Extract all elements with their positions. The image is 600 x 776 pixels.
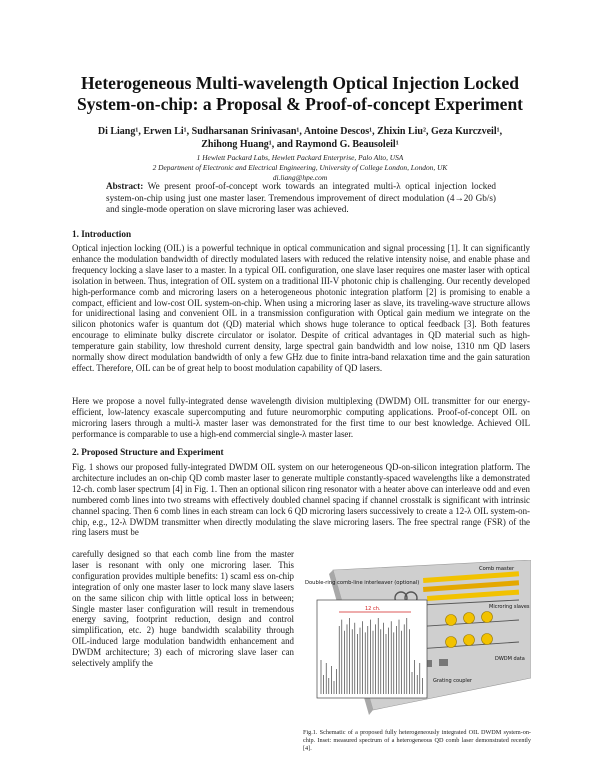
author-line-2: Zhihong Huang¹, and Raymond G. Beausoleil¹ (201, 139, 399, 150)
comb-master-label: Comb master (479, 566, 515, 572)
section-2-paragraph-1: Fig. 1 shows our proposed fully-integrated DWDM OIL system on our heterogeneous QD-on-silicon integration platform. The architecture includes an on-chip QD comb master laser to generate multiple constantly-spaced wavelengths like a demonstrated 12-ch. comb laser spectrum [4] in Fig. 1. Then an optional silicon ring resonator with a heater above can interleave odd and even numbered comb lines into two streams with effectively doubled channel spacing if channel crosstalk is significant with intrinsic channel spacing. Then 6 comb lines in each stream can lock 6 QD microring lasers successively to create a 12-λ OIL system-on-chip, e.g., 12-λ DWDM transmitter when directly modulating the slave microring lasers. The free spectral range (FSR) of the ring lasers must be (72, 462, 530, 538)
microring-label: Microring slaves (489, 604, 530, 610)
dwdm-label: DWDM data (495, 656, 525, 662)
section-1-paragraph-1: Optical injection locking (OIL) is a powerful technique in optical communication and signal processing [1]. It can significantly enhance the modulation bandwidth of directly modulated lasers with reduced the relative intensity noise, and enable phase and frequency locking a slave laser to a master. In a typical OIL configuration, one slave laser requires one master laser with optical isolation in between. Thus, integration of OIL system on a traditional III-V photonic chip is challenging. Our recently developed high-performance comb and microring lasers on a heterogeneous photonic integration platform [2] is promising to enable a compact, efficient and low-cost OIL system-on-chip. When using a microring laser as slave, its traveling-wave structure allows for unidirectional lasing and convenient OIL in a transmission configuration with Optical gain medium we integrate on the silicon photonics wafer is quantum dot (QD) material which shows huge tolerance to optical feedback [3]. Both features encourage to eliminate bulky discrete circulator or isolator. Despite of critical advantages in QD material such as high-temperature gain stability, low threshold current density, large spectral gain bandwidth and low noise, 1310 nm QD lasers normally show direct modulation bandwidth of only a few GHz due to finite intra-band relaxation time and the gain saturation effect. Therefore, OIL can be of great help to boost modulation capability of QD lasers. (72, 243, 530, 373)
figure-1-schematic (303, 560, 531, 724)
author-email[interactable]: di.liang@hpe.com (272, 173, 328, 182)
abstract-text: We present proof-of-concept work towards an integrated multi-λ optical injection locked system-on-chip using just one master laser. Tremendous improvement of direct modulation (4→20 Gb/s) and single-mode operation on slave microring laser was achieved. (106, 181, 496, 215)
figure-1 (303, 560, 531, 724)
affiliations (40, 153, 560, 183)
author-list (40, 125, 560, 151)
abstract (106, 181, 496, 216)
figure-1-caption: Fig.1. Schematic of a proposed fully heterogeneously integrated OIL DWDM system-on-chip. Inset: measured spectrum of a heterogeneous QD comb laser demonstrated recently [4]. (303, 729, 531, 752)
spectrum-inset (317, 600, 427, 698)
author-line-1: Di Liang¹, Erwen Li¹, Sudharsanan Srinivasan¹, Antoine Descos¹, Zhixin Liu², Geza Kurczveil¹, (97, 126, 503, 137)
grating-coupler-label: Grating coupler (433, 678, 472, 684)
spectrum-channel-label: 12 ch. (365, 606, 381, 612)
paper-title (40, 73, 560, 115)
section-2-heading: 2. Proposed Structure and Experiment (72, 447, 224, 457)
interleaver-label: Double-ring comb-line interleaver (optional) (305, 580, 420, 586)
section-1-heading: 1. Introduction (72, 229, 132, 239)
affiliation-1: 1 Hewlett Packard Labs, Hewlett Packard Enterprise, Palo Alto, USA (196, 153, 404, 162)
title-line-1: Heterogeneous Multi-wavelength Optical Injection Locked (80, 73, 520, 93)
affiliation-2: 2 Department of Electronic and Electrical Engineering, University of College London, London, UK (152, 163, 448, 172)
abstract-label: Abstract: (106, 181, 144, 191)
section-1-paragraph-2: Here we propose a novel fully-integrated dense wavelength division multiplexing (DWDM) OIL transmitter for our energy-efficient, low-latency exascale supercomputing and future neuromorphic computing applications. Proof-of-concept OIL on microring lasers through a multi-λ master laser was demonstrated for the first time to our best knowledge. Achieved OIL performance is comparable to use a high-end commercial single-λ master laser. (72, 396, 530, 439)
title-line-2: System-on-chip: a Proposal & Proof-of-concept Experiment (76, 94, 524, 114)
section-2-paragraph-2: carefully designed so that each comb line from the master laser is resonant with only one microring laser. This configuration provides multiple benefits: 1) scaml ess on-chip integration of only one master laser to lock many slave lasers on the same silicon chip with little optical loss in between; Single master laser configuration will result in tremendous energy saving, footprint reduction, design and control simplification, etc. 2) huge bandwidth scalability through OIL-induced large modulation bandwidth enhancement and DWDM architecture; 3) each of microring slave laser can selectively amplify the (72, 549, 294, 669)
